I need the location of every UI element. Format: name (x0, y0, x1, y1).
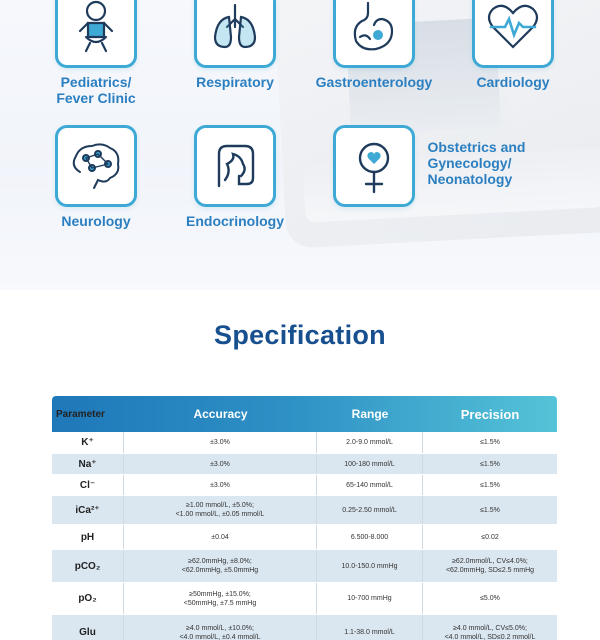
cell-accuracy: ±0.04 (124, 525, 317, 549)
female-symbol-icon (333, 125, 415, 207)
intestine-icon (194, 125, 276, 207)
table-row (52, 454, 557, 475)
stomach-icon (333, 0, 415, 68)
cell-accuracy: ±3.0% (124, 432, 317, 453)
cell-range: 2.0-9.0 mmol/L (317, 432, 423, 453)
cell-precision: ≤5.0% (480, 595, 500, 602)
cell-precision: ≤0.02 (481, 533, 499, 541)
cell-parameter: K⁺ (52, 432, 124, 453)
cell-accuracy: ±3.0% (124, 475, 317, 495)
header-range: Range (351, 407, 389, 421)
table-row (52, 615, 557, 640)
baby-icon (55, 0, 137, 68)
specialty-label: Endocrinology (186, 213, 284, 229)
cell-precision: ≤1.5% (480, 506, 500, 514)
cell-parameter: Na⁺ (52, 454, 124, 474)
lungs-icon (194, 0, 276, 68)
heart-pulse-icon (472, 0, 554, 68)
cell-range: 1.1-38.0 mmol/L (317, 615, 423, 640)
cell-parameter: iCa²⁺ (52, 496, 124, 524)
cell-range: 100-180 mmol/L (317, 454, 423, 474)
specialty-label: Respiratory (196, 74, 274, 90)
cell-parameter: pCO₂ (52, 550, 124, 582)
specialty-gastroenterology (315, 0, 433, 90)
cell-parameter: Cl⁻ (52, 475, 124, 495)
cell-range: 6.500-8.000 (317, 525, 423, 549)
cell-accuracy: ±3.0% (124, 454, 317, 474)
table-row (52, 550, 557, 583)
specialty-cardiology (472, 0, 554, 90)
cell-precision: ≥4.0 mmol/L, CV≤5.0%; <4.0 mmol/L, SD≤0.2 mmol/L (444, 624, 536, 640)
specialty-label: Pediatrics/ Fever Clinic (56, 74, 136, 106)
cell-range: 0.25-2.50 mmol/L (317, 496, 423, 524)
specialty-label: Neurology (61, 213, 131, 229)
header-accuracy: Accuracy (193, 407, 248, 421)
table-row (52, 496, 557, 525)
table-header (52, 396, 557, 432)
cell-precision: ≤1.5% (480, 481, 500, 489)
specialty-neurology (55, 125, 137, 229)
specialty-label: Gastroenterology (315, 74, 433, 90)
header-precision: Precision (460, 406, 520, 422)
cell-range: 65-140 mmol/L (317, 475, 423, 495)
specialties-section (0, 0, 600, 290)
cell-precision: ≤1.5% (480, 439, 500, 446)
specification-table (52, 396, 557, 640)
specialty-pediatrics (55, 0, 137, 106)
specialty-endocrinology (186, 125, 284, 229)
specialty-label: Obstetrics and Gynecology/ Neonatology (427, 139, 526, 187)
cell-precision: ≤1.5% (480, 460, 500, 468)
cell-parameter: Glu (52, 615, 124, 640)
cell-parameter: pO₂ (52, 583, 124, 614)
cell-accuracy: ≥62.0mmHg, ±8.0%; <62.0mmHg, ±5.0mmHg (124, 550, 317, 582)
table-row (52, 432, 557, 454)
table-row (52, 525, 557, 550)
table-row (52, 583, 557, 615)
cell-accuracy: ≥1.00 mmol/L, ±5.0%; <1.00 mmol/L, ±0.05 mmol/L (124, 496, 317, 524)
cell-precision: ≥62.0mmol/L, CV≤4.0%; <62.0mmHg, SD≤2.5 mmHg (445, 558, 535, 574)
cell-range: 10-700 mmHg (317, 583, 423, 614)
specialty-obgyn (333, 125, 543, 207)
cell-accuracy: ≥4.0 mmol/L, ±10.0%; <4.0 mmol/L, ±0.4 mmol/L (124, 615, 317, 640)
specification-title: Specification (214, 320, 386, 350)
specialty-label: Cardiology (476, 74, 550, 90)
cell-parameter: pH (52, 525, 124, 549)
header-parameter: Parameter (56, 408, 105, 420)
specialty-respiratory (194, 0, 276, 90)
cell-range: 10.0-150.0 mmHg (317, 550, 423, 582)
table-row (52, 475, 557, 496)
cell-accuracy: ≥50mmHg, ±15.0%; <50mmHg, ±7.5 mmHg (124, 583, 317, 614)
brain-icon (55, 125, 137, 207)
